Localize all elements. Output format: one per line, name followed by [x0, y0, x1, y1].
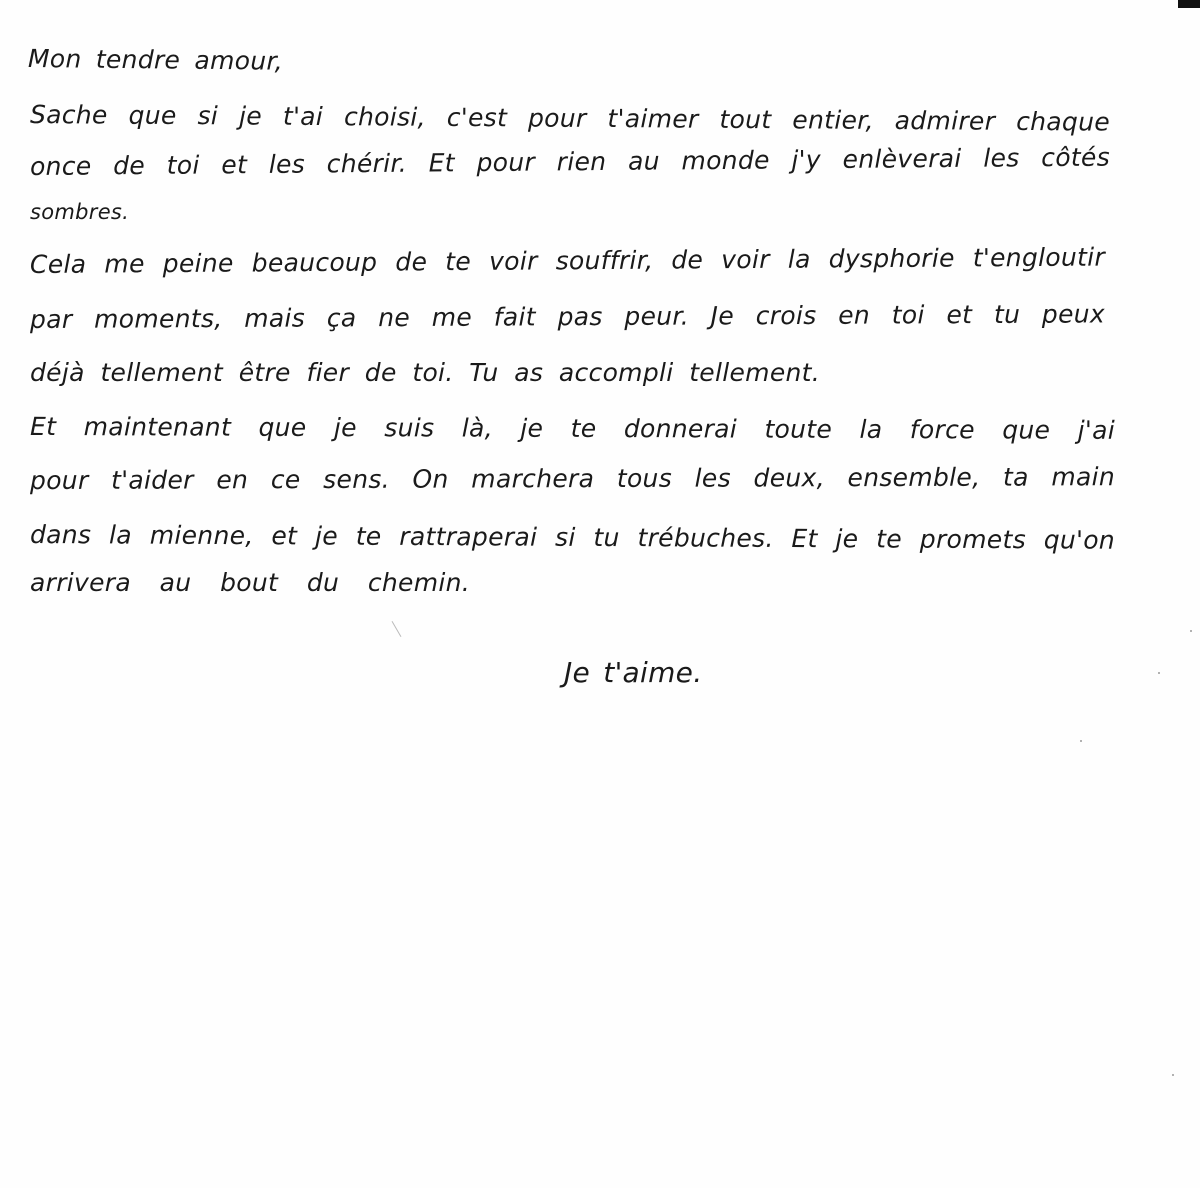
paragraph-1-line-3: sombres. — [30, 200, 130, 224]
paragraph-2-line-1: Cela me peine beaucoup de te voir souffrir, de voir la dysphorie t'engloutir — [29, 242, 1106, 279]
paper-speck — [1190, 630, 1192, 632]
paragraph-1-line-2: once de toi et les chérir. Et pour rien au monde j'y enlèverai les côtés — [29, 142, 1111, 181]
paper-speck — [1158, 672, 1160, 674]
stray-pen-mark — [392, 621, 402, 637]
paragraph-3-line-4: arrivera au bout du chemin. — [30, 568, 470, 597]
paper-speck — [1080, 740, 1082, 742]
paragraph-2-line-2: par moments, mais ça ne me fait pas peur. Je crois en toi et tu peux — [29, 299, 1106, 334]
letter-closing: Je t'aime. — [564, 656, 703, 689]
paper-speck — [1172, 1074, 1174, 1076]
paragraph-3-line-2: pour t'aider en ce sens. On marchera tous les deux, ensemble, ta main — [29, 462, 1116, 495]
paragraph-3-line-3: dans la mienne, et je te rattraperai si tu trébuches. Et je te promets qu'on — [29, 520, 1116, 555]
letter-salutation: Mon tendre amour, — [27, 44, 284, 76]
paragraph-1-line-1: Sache que si je t'ai choisi, c'est pour t'aimer tout entier, admirer chaque — [29, 100, 1111, 137]
scan-edge-mark — [1178, 0, 1200, 8]
paragraph-2-line-3: déjà tellement être fier de toi. Tu as accompli tellement. — [30, 358, 820, 387]
paragraph-3-line-1: Et maintenant que je suis là, je te donnerai toute la force que j'ai — [29, 412, 1116, 445]
